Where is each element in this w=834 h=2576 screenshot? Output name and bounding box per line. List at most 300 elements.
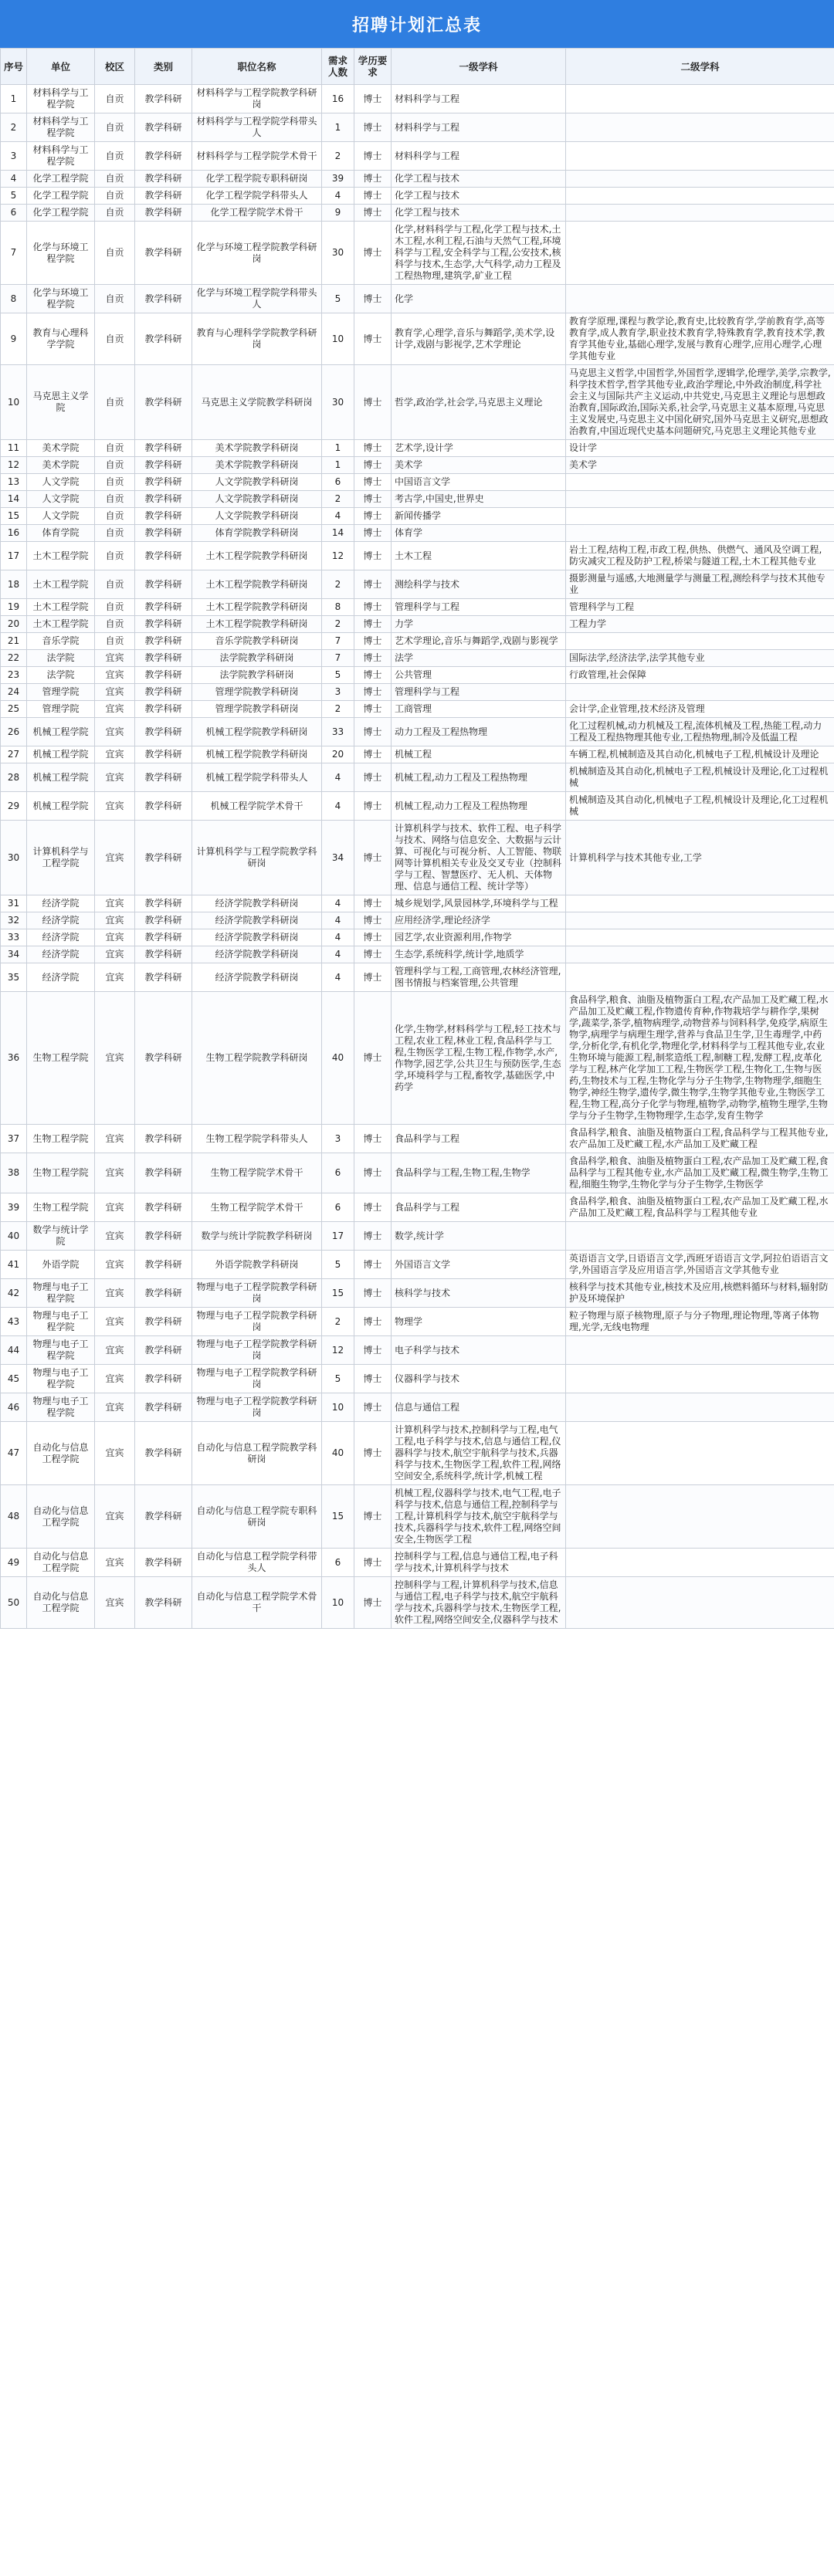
cell-category: 教学科研 [135, 570, 192, 599]
cell-position: 材料科学与工程学院学科带头人 [192, 113, 322, 142]
cell-unit: 经济学院 [27, 895, 95, 912]
cell-category: 教学科研 [135, 1251, 192, 1279]
cell-secondary-discipline: 食品科学,粮食、油脂及植物蛋白工程,农产品加工及贮藏工程,水产品加工及贮藏工程,食品科学与工程其他专业 [566, 1193, 834, 1222]
cell-index: 24 [1, 684, 27, 701]
cell-unit: 化学工程学院 [27, 205, 95, 222]
cell-unit: 人文学院 [27, 491, 95, 508]
table-row [1, 188, 834, 205]
cell-unit: 马克思主义学院 [27, 365, 95, 440]
cell-unit: 材料科学与工程学院 [27, 142, 95, 171]
cell-index: 19 [1, 599, 27, 616]
cell-campus: 宜宾 [95, 1125, 135, 1153]
cell-secondary-discipline [566, 684, 834, 701]
header-count: 需求人数 [322, 49, 354, 85]
cell-count: 12 [322, 1336, 354, 1365]
cell-degree: 博士 [354, 650, 392, 667]
cell-category: 教学科研 [135, 633, 192, 650]
cell-campus: 宜宾 [95, 1336, 135, 1365]
cell-degree: 博士 [354, 570, 392, 599]
cell-secondary-discipline [566, 1222, 834, 1251]
cell-category: 教学科研 [135, 285, 192, 313]
cell-unit: 机械工程学院 [27, 718, 95, 746]
cell-degree: 博士 [354, 1308, 392, 1336]
cell-secondary-discipline: 化工过程机械,动力机械及工程,流体机械及工程,热能工程,动力工程及工程热物理其他专业,工程热物理,制冷及低温工程 [566, 718, 834, 746]
cell-unit: 管理学院 [27, 701, 95, 718]
header-position: 职位名称 [192, 49, 322, 85]
cell-degree: 博士 [354, 525, 392, 542]
table-row [1, 1193, 834, 1222]
cell-count: 4 [322, 946, 354, 963]
cell-campus: 宜宾 [95, 992, 135, 1125]
cell-index: 33 [1, 929, 27, 946]
cell-position: 人文学院教学科研岗 [192, 474, 322, 491]
cell-count: 1 [322, 440, 354, 457]
cell-position: 外语学院教学科研岗 [192, 1251, 322, 1279]
cell-secondary-discipline: 车辆工程,机械制造及其自动化,机械电子工程,机械设计及理论 [566, 746, 834, 763]
cell-count: 14 [322, 525, 354, 542]
cell-position: 生物工程学院学术骨干 [192, 1153, 322, 1193]
cell-primary-discipline: 材料科学与工程 [392, 142, 566, 171]
cell-index: 21 [1, 633, 27, 650]
cell-position: 管理学院教学科研岗 [192, 684, 322, 701]
cell-count: 4 [322, 508, 354, 525]
cell-campus: 宜宾 [95, 1549, 135, 1577]
cell-index: 11 [1, 440, 27, 457]
cell-secondary-discipline [566, 188, 834, 205]
cell-degree: 博士 [354, 205, 392, 222]
cell-degree: 博士 [354, 188, 392, 205]
table-row [1, 570, 834, 599]
cell-primary-discipline: 仪器科学与技术 [392, 1365, 566, 1393]
cell-position: 自动化与信息工程学院学术骨干 [192, 1577, 322, 1629]
cell-index: 9 [1, 313, 27, 365]
cell-unit: 化学工程学院 [27, 188, 95, 205]
cell-campus: 自贡 [95, 616, 135, 633]
cell-position: 机械工程学院教学科研岗 [192, 746, 322, 763]
cell-degree: 博士 [354, 633, 392, 650]
cell-index: 13 [1, 474, 27, 491]
cell-category: 教学科研 [135, 1549, 192, 1577]
cell-index: 22 [1, 650, 27, 667]
cell-degree: 博士 [354, 718, 392, 746]
cell-secondary-discipline: 机械制造及其自动化,机械电子工程,机械设计及理论,化工过程机械 [566, 763, 834, 792]
cell-unit: 人文学院 [27, 474, 95, 491]
cell-unit: 教育与心理科学学院 [27, 313, 95, 365]
table-body [1, 85, 834, 1629]
cell-primary-discipline: 外国语言文学 [392, 1251, 566, 1279]
cell-campus: 宜宾 [95, 1365, 135, 1393]
table-row [1, 1222, 834, 1251]
table-row [1, 1279, 834, 1308]
cell-primary-discipline: 公共管理 [392, 667, 566, 684]
cell-unit: 计算机科学与工程学院 [27, 821, 95, 895]
cell-degree: 博士 [354, 457, 392, 474]
cell-unit: 机械工程学院 [27, 763, 95, 792]
cell-count: 6 [322, 1193, 354, 1222]
cell-category: 教学科研 [135, 508, 192, 525]
cell-index: 23 [1, 667, 27, 684]
cell-category: 教学科研 [135, 963, 192, 992]
cell-index: 2 [1, 113, 27, 142]
cell-degree: 博士 [354, 1422, 392, 1485]
cell-secondary-discipline [566, 285, 834, 313]
cell-unit: 材料科学与工程学院 [27, 113, 95, 142]
cell-count: 40 [322, 1422, 354, 1485]
cell-degree: 博士 [354, 1549, 392, 1577]
cell-count: 5 [322, 1365, 354, 1393]
cell-primary-discipline: 艺术学理论,音乐与舞蹈学,戏剧与影视学 [392, 633, 566, 650]
cell-count: 7 [322, 650, 354, 667]
cell-index: 4 [1, 171, 27, 188]
cell-position: 化学与环境工程学院学科带头人 [192, 285, 322, 313]
table-row [1, 633, 834, 650]
cell-count: 15 [322, 1279, 354, 1308]
table-row [1, 1336, 834, 1365]
table-row [1, 701, 834, 718]
cell-position: 生物工程学院学术骨干 [192, 1193, 322, 1222]
cell-primary-discipline: 食品科学与工程,生物工程,生物学 [392, 1153, 566, 1193]
cell-unit: 自动化与信息工程学院 [27, 1549, 95, 1577]
cell-position: 经济学院教学科研岗 [192, 895, 322, 912]
cell-unit: 外语学院 [27, 1251, 95, 1279]
cell-category: 教学科研 [135, 171, 192, 188]
cell-primary-discipline: 控制科学与工程,计算机科学与技术,信息与通信工程,电子科学与技术,航空宇航科学与技术,兵器科学与技术,生物医学工程,软件工程,网络空间安全,仪器科学与技术 [392, 1577, 566, 1629]
cell-primary-discipline: 动力工程及工程热物理 [392, 718, 566, 746]
cell-secondary-discipline [566, 912, 834, 929]
cell-primary-discipline: 计算机科学与技术,控制科学与工程,电气工程,电子科学与技术,信息与通信工程,仪器科学与技术,航空宇航科学与技术,兵器科学与技术,生物医学工程,软件工程,网络空间安全,系统科学,统计学,机械工程 [392, 1422, 566, 1485]
header-primary-discipline: 一级学科 [392, 49, 566, 85]
table-row [1, 457, 834, 474]
table-row [1, 650, 834, 667]
cell-primary-discipline: 土木工程 [392, 542, 566, 570]
cell-degree: 博士 [354, 365, 392, 440]
table-row [1, 1308, 834, 1336]
cell-campus: 宜宾 [95, 718, 135, 746]
cell-count: 9 [322, 205, 354, 222]
cell-secondary-discipline [566, 1365, 834, 1393]
cell-unit: 土木工程学院 [27, 542, 95, 570]
cell-count: 5 [322, 285, 354, 313]
cell-unit: 化学工程学院 [27, 171, 95, 188]
table-row [1, 1251, 834, 1279]
cell-campus: 自贡 [95, 474, 135, 491]
cell-primary-discipline: 机械工程,动力工程及工程热物理 [392, 792, 566, 821]
cell-degree: 博士 [354, 1393, 392, 1422]
cell-degree: 博士 [354, 667, 392, 684]
cell-index: 43 [1, 1308, 27, 1336]
cell-position: 化学工程学院学术骨干 [192, 205, 322, 222]
cell-secondary-discipline [566, 525, 834, 542]
cell-degree: 博士 [354, 491, 392, 508]
cell-primary-discipline: 材料科学与工程 [392, 85, 566, 113]
cell-primary-discipline: 信息与通信工程 [392, 1393, 566, 1422]
table-row [1, 113, 834, 142]
cell-degree: 博士 [354, 1251, 392, 1279]
cell-index: 8 [1, 285, 27, 313]
cell-category: 教学科研 [135, 1153, 192, 1193]
cell-degree: 博士 [354, 746, 392, 763]
cell-degree: 博士 [354, 763, 392, 792]
cell-secondary-discipline [566, 508, 834, 525]
cell-position: 法学院教学科研岗 [192, 667, 322, 684]
cell-category: 教学科研 [135, 188, 192, 205]
cell-count: 6 [322, 474, 354, 491]
cell-index: 34 [1, 946, 27, 963]
cell-category: 教学科研 [135, 205, 192, 222]
cell-campus: 宜宾 [95, 821, 135, 895]
table-row [1, 205, 834, 222]
table-row [1, 85, 834, 113]
cell-campus: 宜宾 [95, 1393, 135, 1422]
cell-position: 人文学院教学科研岗 [192, 508, 322, 525]
table-row [1, 821, 834, 895]
cell-index: 3 [1, 142, 27, 171]
cell-secondary-discipline: 会计学,企业管理,技术经济及管理 [566, 701, 834, 718]
cell-category: 教学科研 [135, 599, 192, 616]
cell-category: 教学科研 [135, 440, 192, 457]
table-row [1, 992, 834, 1125]
cell-category: 教学科研 [135, 457, 192, 474]
cell-count: 2 [322, 616, 354, 633]
cell-degree: 博士 [354, 912, 392, 929]
table-row [1, 912, 834, 929]
cell-index: 16 [1, 525, 27, 542]
table-row [1, 684, 834, 701]
cell-position: 机械工程学院学术骨干 [192, 792, 322, 821]
cell-campus: 自贡 [95, 570, 135, 599]
cell-unit: 美术学院 [27, 457, 95, 474]
table-row [1, 895, 834, 912]
cell-campus: 宜宾 [95, 1308, 135, 1336]
cell-campus: 自贡 [95, 205, 135, 222]
cell-category: 教学科研 [135, 792, 192, 821]
cell-category: 教学科研 [135, 616, 192, 633]
cell-campus: 自贡 [95, 491, 135, 508]
cell-position: 土木工程学院教学科研岗 [192, 616, 322, 633]
cell-position: 美术学院教学科研岗 [192, 457, 322, 474]
cell-position: 经济学院教学科研岗 [192, 946, 322, 963]
cell-count: 5 [322, 1251, 354, 1279]
cell-campus: 宜宾 [95, 792, 135, 821]
cell-campus: 自贡 [95, 542, 135, 570]
cell-primary-discipline: 电子科学与技术 [392, 1336, 566, 1365]
cell-count: 3 [322, 684, 354, 701]
cell-secondary-discipline [566, 171, 834, 188]
cell-index: 37 [1, 1125, 27, 1153]
cell-secondary-discipline: 食品科学,粮食、油脂及植物蛋白工程,食品科学与工程其他专业,农产品加工及贮藏工程,水产品加工及贮藏工程 [566, 1125, 834, 1153]
cell-count: 30 [322, 365, 354, 440]
table-row [1, 929, 834, 946]
table-row [1, 1393, 834, 1422]
cell-category: 教学科研 [135, 946, 192, 963]
table-row [1, 222, 834, 285]
cell-category: 教学科研 [135, 113, 192, 142]
cell-category: 教学科研 [135, 313, 192, 365]
table-row [1, 285, 834, 313]
cell-index: 25 [1, 701, 27, 718]
cell-position: 材料科学与工程学院教学科研岗 [192, 85, 322, 113]
cell-category: 教学科研 [135, 1365, 192, 1393]
cell-primary-discipline: 中国语言文学 [392, 474, 566, 491]
cell-secondary-discipline: 国际法学,经济法学,法学其他专业 [566, 650, 834, 667]
table-row [1, 718, 834, 746]
cell-degree: 博士 [354, 963, 392, 992]
cell-index: 31 [1, 895, 27, 912]
cell-index: 49 [1, 1549, 27, 1577]
cell-index: 50 [1, 1577, 27, 1629]
cell-secondary-discipline [566, 895, 834, 912]
cell-primary-discipline: 测绘科学与技术 [392, 570, 566, 599]
cell-primary-discipline: 体育学 [392, 525, 566, 542]
cell-secondary-discipline: 工程力学 [566, 616, 834, 633]
cell-secondary-discipline [566, 1422, 834, 1485]
cell-count: 33 [322, 718, 354, 746]
cell-unit: 化学与环境工程学院 [27, 285, 95, 313]
cell-position: 物理与电子工程学院教学科研岗 [192, 1365, 322, 1393]
cell-category: 教学科研 [135, 365, 192, 440]
cell-secondary-discipline: 食品科学,粮食、油脂及植物蛋白工程,农产品加工及贮藏工程,食品科学与工程其他专业,水产品加工及贮藏工程,微生物学,生物工程,细胞生物学,生物化学与分子生物学,生物医学 [566, 1153, 834, 1193]
cell-primary-discipline: 化学工程与技术 [392, 205, 566, 222]
table-row [1, 365, 834, 440]
cell-secondary-discipline: 岩土工程,结构工程,市政工程,供热、供燃气、通风及空调工程,防灾减灾工程及防护工程,桥梁与隧道工程,土木工程其他专业 [566, 542, 834, 570]
cell-category: 教学科研 [135, 1422, 192, 1485]
cell-index: 40 [1, 1222, 27, 1251]
cell-primary-discipline: 计算机科学与技术、软件工程、电子科学与技术、网络与信息安全、大数据与云计算、可视化与可视分析、人工智能、物联网等计算机相关专业及交叉专业（控制科学与工程、智慧医疗、无人机、天体物理、信息与通信工程、统计学等） [392, 821, 566, 895]
cell-secondary-discipline: 教育学原理,课程与教学论,教育史,比较教育学,学前教育学,高等教育学,成人教育学,职业技术教育学,特殊教育学,教育技术学,教育学其他专业,基础心理学,发展与教育心理学,应用心理学,心理学其他专业 [566, 313, 834, 365]
cell-category: 教学科研 [135, 1577, 192, 1629]
cell-unit: 经济学院 [27, 963, 95, 992]
cell-index: 14 [1, 491, 27, 508]
cell-secondary-discipline [566, 222, 834, 285]
cell-category: 教学科研 [135, 929, 192, 946]
cell-position: 教育与心理科学学院教学科研岗 [192, 313, 322, 365]
cell-index: 17 [1, 542, 27, 570]
table-row [1, 440, 834, 457]
cell-campus: 自贡 [95, 313, 135, 365]
cell-secondary-discipline [566, 142, 834, 171]
cell-degree: 博士 [354, 616, 392, 633]
cell-secondary-discipline: 计算机科学与技术其他专业,工学 [566, 821, 834, 895]
table-row [1, 1549, 834, 1577]
cell-category: 教学科研 [135, 746, 192, 763]
cell-degree: 博士 [354, 821, 392, 895]
cell-unit: 材料科学与工程学院 [27, 85, 95, 113]
cell-category: 教学科研 [135, 992, 192, 1125]
cell-unit: 土木工程学院 [27, 599, 95, 616]
cell-count: 6 [322, 1153, 354, 1193]
cell-index: 47 [1, 1422, 27, 1485]
cell-primary-discipline: 工商管理 [392, 701, 566, 718]
cell-index: 28 [1, 763, 27, 792]
cell-count: 2 [322, 570, 354, 599]
cell-secondary-discipline [566, 1549, 834, 1577]
header-index: 序号 [1, 49, 27, 85]
cell-campus: 宜宾 [95, 650, 135, 667]
cell-index: 44 [1, 1336, 27, 1365]
cell-primary-discipline: 食品科学与工程 [392, 1125, 566, 1153]
cell-degree: 博士 [354, 222, 392, 285]
cell-degree: 博士 [354, 542, 392, 570]
cell-count: 1 [322, 457, 354, 474]
cell-unit: 法学院 [27, 667, 95, 684]
cell-position: 人文学院教学科研岗 [192, 491, 322, 508]
cell-category: 教学科研 [135, 1125, 192, 1153]
cell-primary-discipline: 机械工程 [392, 746, 566, 763]
cell-campus: 宜宾 [95, 763, 135, 792]
cell-count: 4 [322, 792, 354, 821]
cell-campus: 宜宾 [95, 684, 135, 701]
cell-secondary-discipline [566, 963, 834, 992]
cell-primary-discipline: 艺术学,设计学 [392, 440, 566, 457]
cell-category: 教学科研 [135, 650, 192, 667]
cell-category: 教学科研 [135, 821, 192, 895]
cell-campus: 自贡 [95, 440, 135, 457]
cell-position: 土木工程学院教学科研岗 [192, 570, 322, 599]
cell-campus: 宜宾 [95, 1485, 135, 1549]
cell-position: 化学工程学院专职科研岗 [192, 171, 322, 188]
cell-index: 1 [1, 85, 27, 113]
cell-degree: 博士 [354, 440, 392, 457]
cell-index: 45 [1, 1365, 27, 1393]
cell-degree: 博士 [354, 1577, 392, 1629]
cell-campus: 宜宾 [95, 1222, 135, 1251]
cell-unit: 数学与统计学院 [27, 1222, 95, 1251]
cell-unit: 生物工程学院 [27, 1153, 95, 1193]
cell-count: 10 [322, 1393, 354, 1422]
cell-position: 音乐学院教学科研岗 [192, 633, 322, 650]
cell-index: 15 [1, 508, 27, 525]
cell-unit: 机械工程学院 [27, 746, 95, 763]
cell-count: 2 [322, 701, 354, 718]
cell-degree: 博士 [354, 508, 392, 525]
cell-degree: 博士 [354, 895, 392, 912]
cell-index: 41 [1, 1251, 27, 1279]
cell-unit: 物理与电子工程学院 [27, 1336, 95, 1365]
cell-unit: 自动化与信息工程学院 [27, 1485, 95, 1549]
cell-campus: 自贡 [95, 171, 135, 188]
cell-campus: 自贡 [95, 142, 135, 171]
table-row [1, 763, 834, 792]
cell-category: 教学科研 [135, 1336, 192, 1365]
cell-primary-discipline: 美术学 [392, 457, 566, 474]
table-row [1, 474, 834, 491]
cell-count: 2 [322, 142, 354, 171]
cell-count: 17 [322, 1222, 354, 1251]
table-row [1, 963, 834, 992]
cell-campus: 自贡 [95, 365, 135, 440]
cell-position: 化学工程学院学科带头人 [192, 188, 322, 205]
cell-primary-discipline: 核科学与技术 [392, 1279, 566, 1308]
cell-index: 10 [1, 365, 27, 440]
cell-count: 4 [322, 963, 354, 992]
cell-secondary-discipline [566, 474, 834, 491]
cell-count: 15 [322, 1485, 354, 1549]
table-row [1, 746, 834, 763]
cell-unit: 土木工程学院 [27, 616, 95, 633]
cell-count: 4 [322, 188, 354, 205]
cell-degree: 博士 [354, 992, 392, 1125]
cell-unit: 体育学院 [27, 525, 95, 542]
cell-campus: 宜宾 [95, 667, 135, 684]
cell-position: 数学与统计学院教学科研岗 [192, 1222, 322, 1251]
cell-category: 教学科研 [135, 1193, 192, 1222]
cell-category: 教学科研 [135, 474, 192, 491]
cell-primary-discipline: 化学 [392, 285, 566, 313]
cell-campus: 宜宾 [95, 895, 135, 912]
cell-index: 6 [1, 205, 27, 222]
cell-position: 自动化与信息工程学院学科带头人 [192, 1549, 322, 1577]
cell-unit: 生物工程学院 [27, 1193, 95, 1222]
